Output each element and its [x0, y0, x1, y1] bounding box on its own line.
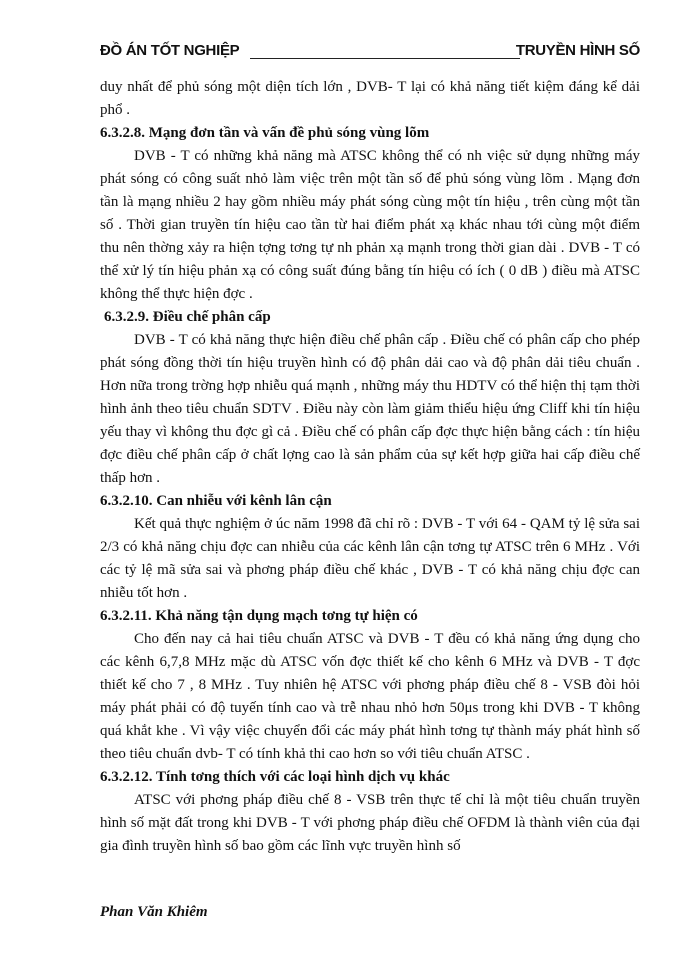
paragraph-compatibility: ATSC với phơng pháp điều chế 8 - VSB trên thực tế chỉ là một tiêu chuẩn truyền hình số mặt đất trong khi DVB - T với phơng pháp điều chế OFDM là thành viên của đại gia đình truyền hình số bao gồm các lĩnh vực truyền hình số	[100, 792, 640, 854]
page-header	[100, 40, 640, 64]
section-heading-6-3-2-12: 6.3.2.12. Tính tơng thích với các loại hình dịch vụ khác	[100, 769, 450, 785]
section-heading-6-3-2-11: 6.3.2.11. Khả năng tận dụng mạch tơng tự hiện có	[100, 608, 418, 624]
paragraph-analog-reuse: Cho đến nay cả hai tiêu chuẩn ATSC và DVB - T đều có khả năng ứng dụng cho các kênh 6,7,8 MHz mặc dù ATSC vốn đợc thiết kế cho kênh 6 MHz và DVB - T đợc thiết kế cho 7 , 8 MHz . Tuy nhiên hệ ATSC với phơng pháp điều chế 8 - VSB đòi hỏi máy phát phải có độ tuyến tính cao và trễ nhau nhỏ hơn 50μs trong khi DVB - T không quá khắt khe . Vì vậy việc chuyển đổi các máy phát hình tơng tự thành máy phát hình số theo tiêu chuẩn dvb- T có tính khả thi cao hơn so với tiêu chuẩn ATSC .	[100, 631, 640, 762]
paragraph-hierarchical: DVB - T có khả năng thực hiện điều chế phân cấp . Điều chế có phân cấp cho phép phát sóng đồng thời tín hiệu truyền hình có độ phân dải cao và độ phân dải tiêu chuẩn . Hơn nữa trong trờng hợp nhiễu quá mạnh , những máy thu HDTV có thể hiện thị tạm thời hình ảnh theo tiêu chuẩn SDTV . Điều này còn làm giảm thiểu hiệu ứng Cliff khi tín hiệu yếu thay vì không thu đợc gì cả . Điều chế có phân cấp đợc thực hiện bằng cách : tín hiệu đợc điều chế phân cấp ở chất lợng cao là sản phẩm của sự kết hợp giữa hai cấp điều chế thấp hơn .	[100, 332, 640, 486]
section-heading-6-3-2-10: 6.3.2.10. Can nhiễu với kênh lân cận	[100, 493, 332, 509]
page-footer-author: Phan Văn Khiêm	[100, 904, 208, 920]
document-body	[100, 76, 640, 858]
paragraph-adjacent-interference: Kết quả thực nghiệm ở úc năm 1998 đã chỉ rõ : DVB - T với 64 - QAM tỷ lệ sửa sai 2/3 có khả năng chịu đợc can nhiễu của các kênh lân cận tơng tự ATSC trên 6 MHz . Với các tỷ lệ mã sửa sai và phơng pháp điều chế khác , DVB - T có khả năng chịu đợc can nhiễu tốt hơn .	[100, 516, 640, 601]
paragraph-continuation: duy nhất để phủ sóng một diện tích lớn , DVB- T lại có khả năng tiết kiệm đáng kể dải phổ .	[100, 79, 640, 118]
header-left-title: ĐỒ ÁN TỐT NGHIỆP	[100, 42, 240, 59]
header-rule	[250, 58, 520, 59]
section-heading-6-3-2-8: 6.3.2.8. Mạng đơn tần và vấn đề phủ sóng vùng lõm	[100, 125, 430, 141]
header-right-title: TRUYỀN HÌNH SỐ	[515, 42, 640, 59]
paragraph-single-frequency: DVB - T có những khả năng mà ATSC không thể có nh việc sử dụng những máy phát sóng có công suất nhỏ làm việc trên một tần số để phủ sóng vùng lõm . Mạng đơn tần là mạng nhiều 2 hay gồm nhiều máy phát sóng cùng một tín hiệu , trên cùng một tần số . Thời gian truyền tín hiệu cao tần từ hai điểm phát xạ khác nhau tới cùng một điểm thu nên thờng xảy ra hiện tợng tơng tự nh phản xạ mạnh trong thời gian dài . DVB - T có thể xử lý tín hiệu phản xạ có công suất đúng bằng tín hiệu có ích ( 0 dB ) điều mà ATSC không thể thực hiện đợc .	[100, 148, 640, 302]
section-heading-6-3-2-9: 6.3.2.9. Điều chế phân cấp	[104, 309, 271, 325]
